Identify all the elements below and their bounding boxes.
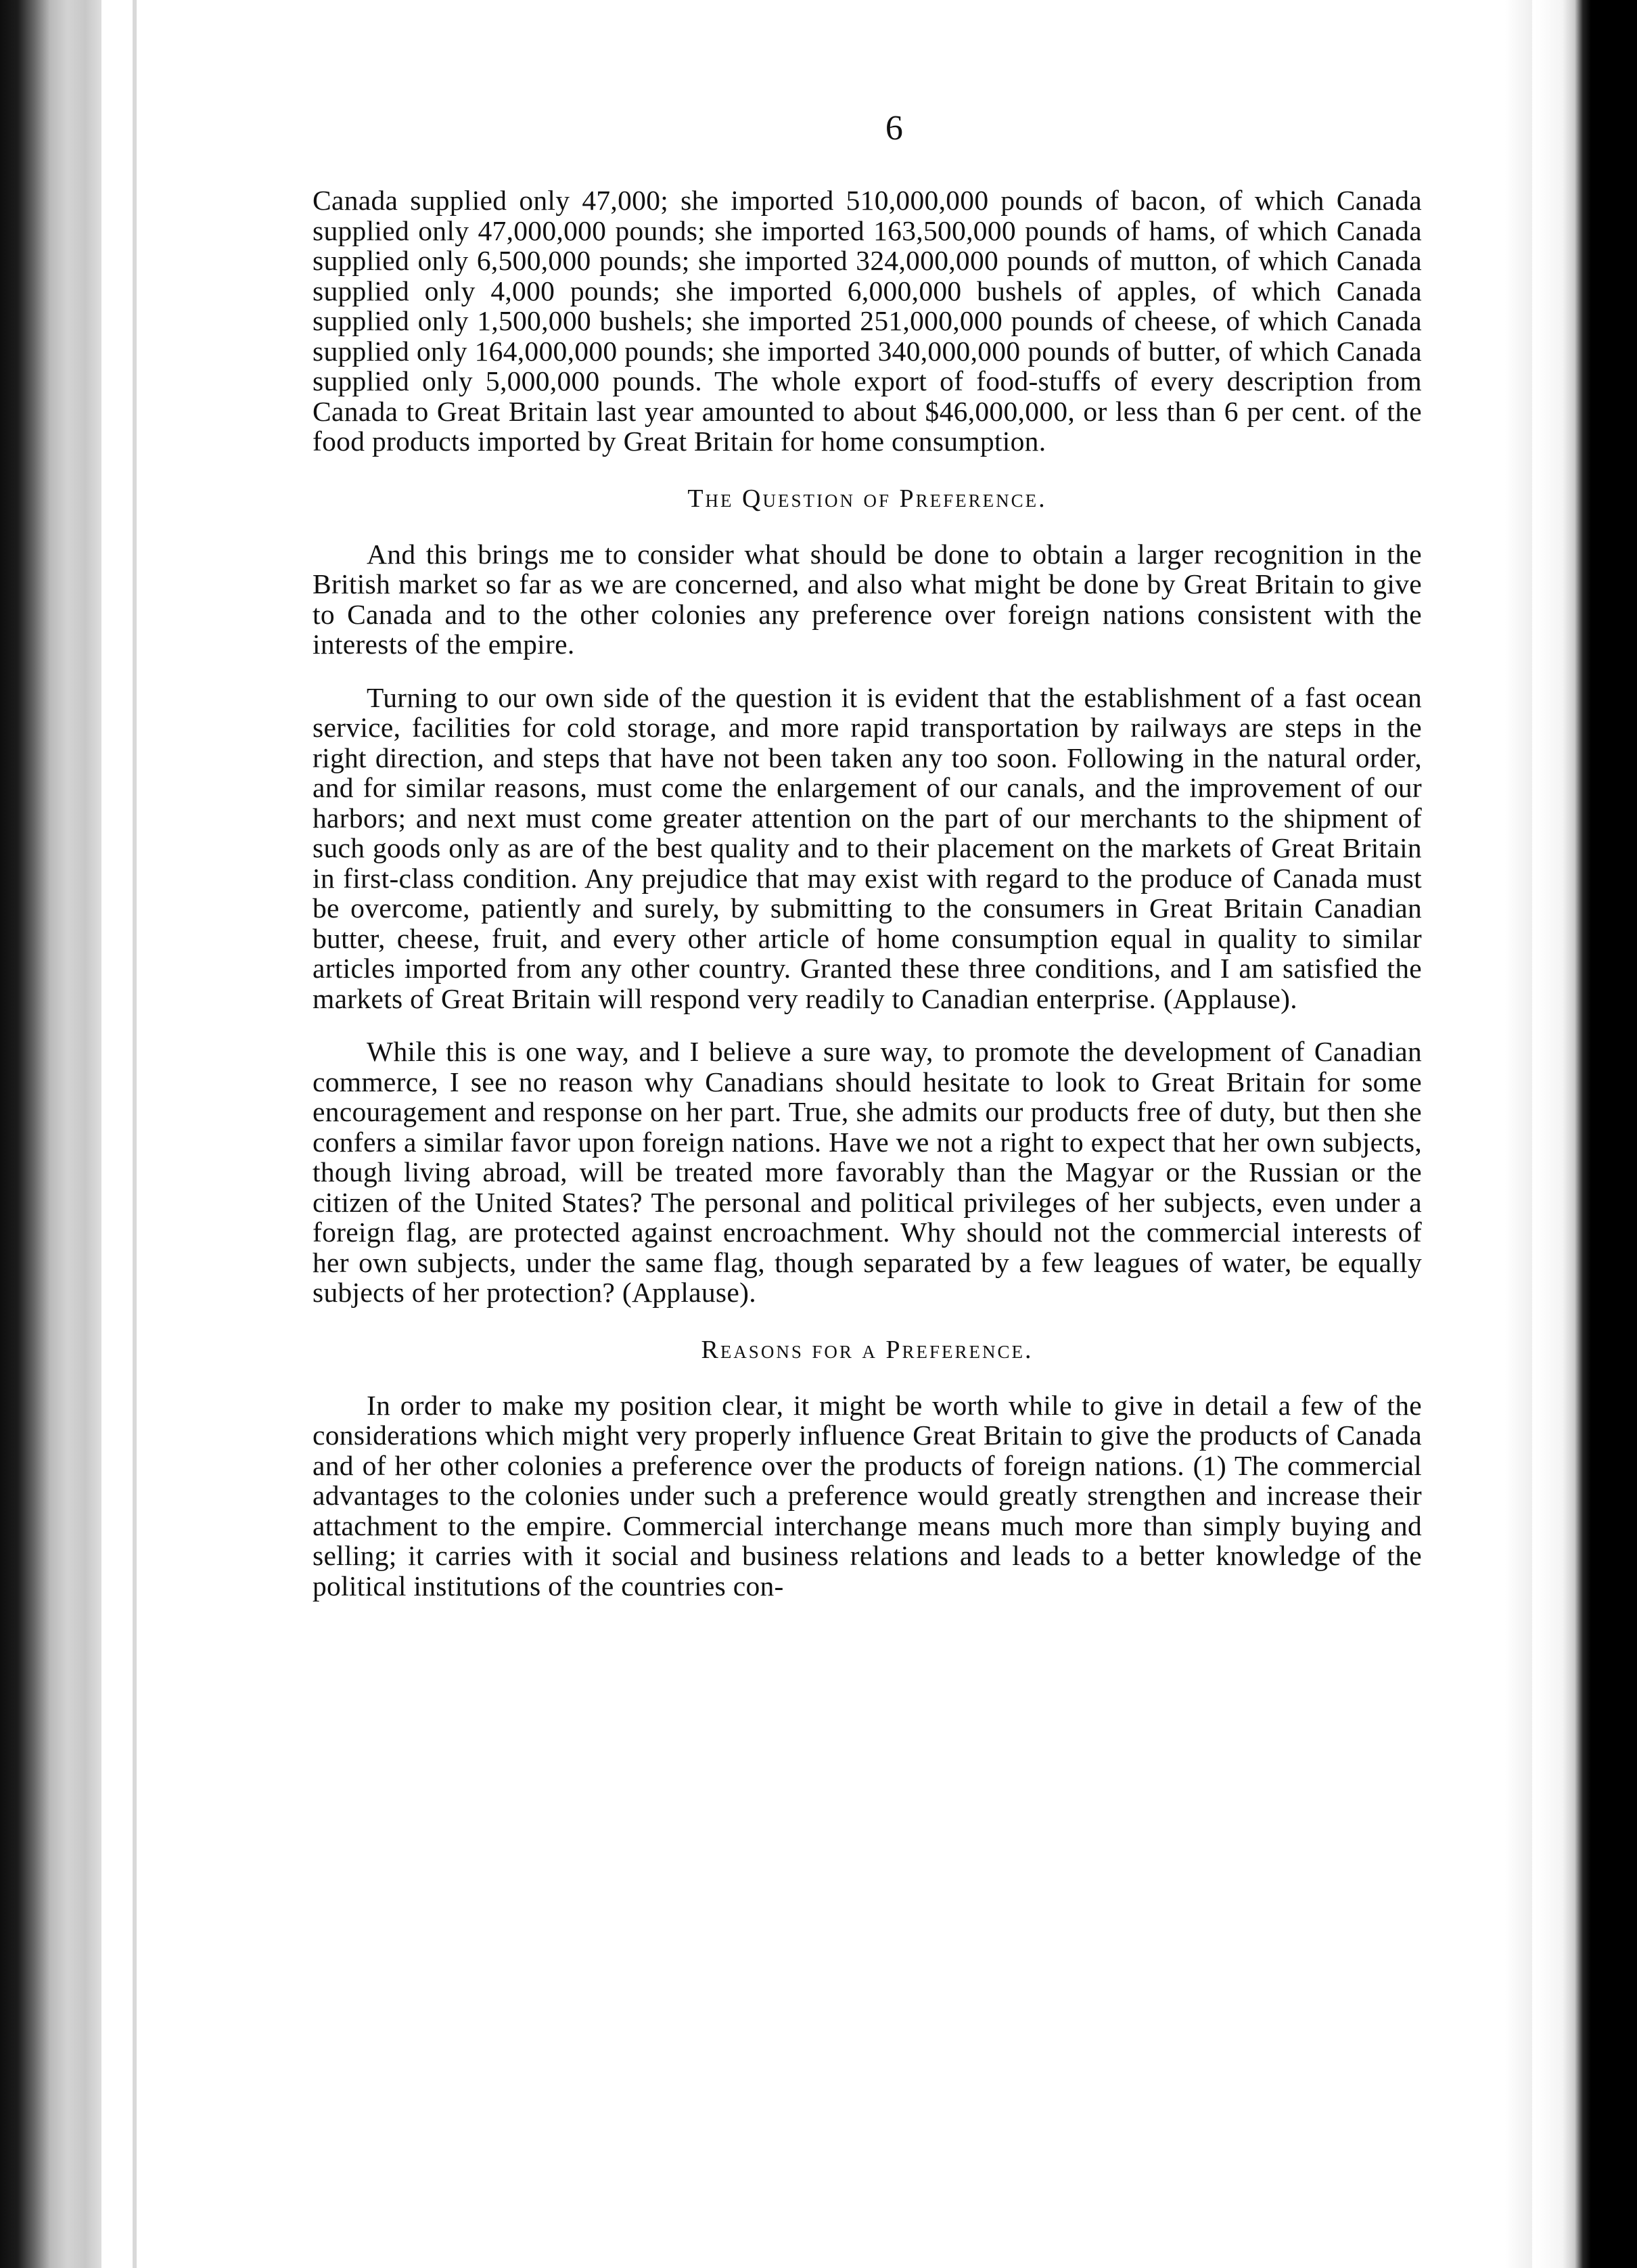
- paragraph-sure-way: While this is one way, and I believe a sure way, to promote the development of Canadian commerce, I see no reason why Canadians should hesitate to look to Great Britain for some encouragement and response on her part. True, she admits our products free of duty, but then she confers a similar favor upon foreign nations. Have we not a right to expect that her own subjects, though living abroad, will be treated more favorably than the Magyar or the Russian or the citizen of the United States? The personal and political privileges of her subjects, even under a foreign flag, are protected against encroachment. Why should not the commercial interests of her own subjects, under the same flag, though separated by a few leagues of water, be equally subjects of her protection? (Applause).: [313, 1036, 1422, 1308]
- page-text: [313, 108, 1422, 1601]
- page-number: 6: [885, 109, 904, 148]
- paragraph-continuation: Canada supplied only 47,000; she imported 510,000,000 pounds of bacon, of which Canada supplied only 47,000,000 pounds; she imported 163,500,000 pounds of hams, of which Canada supplied only 6,500,000 pounds; she imported 324,000,000 pounds of mutton, of which Canada supplied only 4,000 pounds; she imported 6,000,000 bushels of apples, of which Canada supplied only 1,500,000 bushels; she imported 251,000,000 pounds of cheese, of which Canada supplied only 164,000,000 pounds; she imported 340,000,000 pounds of butter, of which Canada supplied only 5,000,000 pounds. The whole export of food-stuffs of every description from Canada to Great Britain last year amounted to about $46,000,000, or less than 6 per cent. of the food products imported by Great Britain for home consumption.: [313, 185, 1422, 457]
- section-heading-question-of-preference: The Question of Preference.: [687, 484, 1047, 513]
- scan-left-gutter: [0, 0, 101, 2268]
- scan-left-streak: [133, 0, 137, 2268]
- paragraph-larger-recognition: And this brings me to consider what should be done to obtain a larger recognition in the British market so far as we are concerned, and also what might be done by Great Britain to give to Canada and to the other colonies any preference over foreign nations consistent with the interests of the empire.: [313, 538, 1422, 660]
- scan-right-edge: [1536, 0, 1637, 2268]
- section-heading-reasons-for-preference: Reasons for a Preference.: [701, 1335, 1034, 1364]
- scan-right-band: [1505, 0, 1532, 2268]
- paragraph-position-clear: In order to make my position clear, it might be worth while to give in detail a few of the considerations which might very properly influence Great Britain to give the products of Canada and of her other colonies a preference over the products of foreign nations. (1) The commercial advantages to the colonies under such a preference would greatly strengthen and increase their attachment to the empire. Commercial interchange means much more than simply buying and selling; it carries with it social and business relations and leads to a better knowledge of the political institutions of the countries con-: [313, 1389, 1422, 1602]
- paragraph-our-own-side: Turning to our own side of the question it is evident that the establishment of a fast ocean service, facilities for cold storage, and more rapid transportation by railways are steps in the right direction, and steps that have not been taken any too soon. Following in the natural order, and for similar reasons, must come the enlargement of our canals, and the improvement of our harbors; and next must come greater attention on the part of our merchants to the shipment of such goods only as are of the best quality and to their placement on the markets of Great Britain in first-class condition. Any prejudice that may exist with regard to the produce of Canada must be overcome, patiently and surely, by submitting to the consumers in Great Britain Canadian butter, cheese, fruit, and every other article of home consumption equal in quality to similar articles imported from any other country. Granted these three conditions, and I am satisfied the markets of Great Britain will respond very readily to Canadian enterprise. (Applause).: [313, 681, 1422, 1014]
